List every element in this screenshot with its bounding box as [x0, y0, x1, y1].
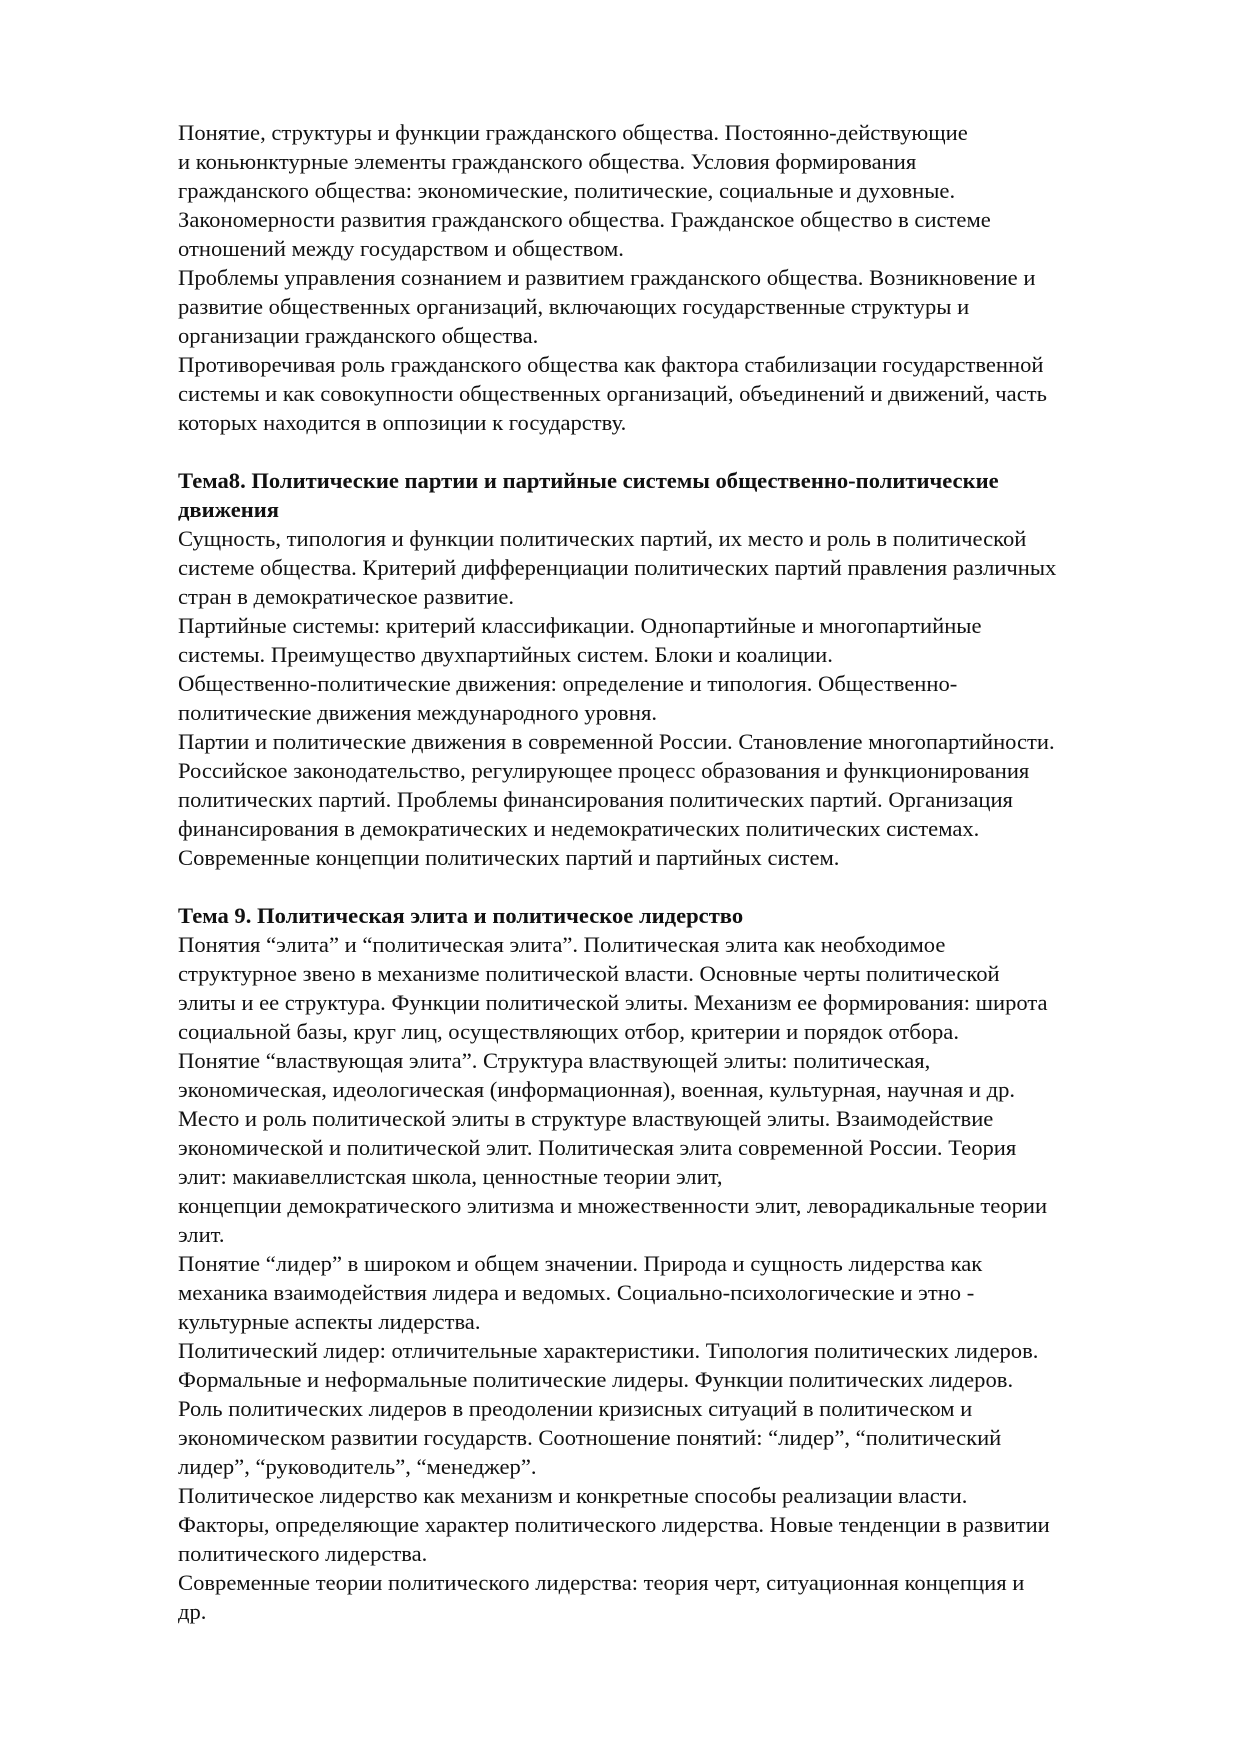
paragraph-gap — [178, 437, 1168, 466]
body-line: лидер”, “руководитель”, “менеджер”. — [178, 1454, 537, 1479]
body-line: Формальные и неформальные политические лидеры. Функции политических лидеров. — [178, 1367, 1014, 1392]
body-line: концепции демократического элитизма и множественности элит, леворадикальные теории — [178, 1193, 1048, 1218]
body-line: Место и роль политической элиты в структуре властвующей элиты. Взаимодействие — [178, 1106, 994, 1131]
body-line: системы. Преимущество двухпартийных систем. Блоки и коалиции. — [178, 642, 833, 667]
body-line: Закономерности развития гражданского общества. Гражданское общество в системе — [178, 207, 991, 232]
body-line: отношений между государством и обществом. — [178, 236, 624, 261]
body-line: структурное звено в механизме политической власти. Основные черты политической — [178, 961, 1000, 986]
body-line: Понятие “властвующая элита”. Структура властвующей элиты: политическая, — [178, 1048, 931, 1073]
body-line: Проблемы управления сознанием и развитием гражданского общества. Возникновение и — [178, 265, 1036, 290]
body-line: экономической и политической элит. Политическая элита современной России. Теория — [178, 1135, 1017, 1160]
body-line: элит: макиавеллистская школа, ценностные теории элит, — [178, 1164, 723, 1189]
body-line: Политическое лидерство как механизм и конкретные способы реализации власти. — [178, 1483, 968, 1508]
topic-8-section — [178, 466, 1168, 872]
body-line: Факторы, определяющие характер политического лидерства. Новые тенденции в развитии — [178, 1512, 1050, 1537]
body-line: развитие общественных организаций, включающих государственные структуры и — [178, 294, 970, 319]
body-line: Понятие “лидер” в широком и общем значении. Природа и сущность лидерства как — [178, 1251, 983, 1276]
paragraph-gap — [178, 872, 1168, 901]
body-line: Роль политических лидеров в преодолении кризисных ситуаций в политическом и — [178, 1396, 973, 1421]
body-line: организации гражданского общества. — [178, 323, 539, 348]
body-line: политического лидерства. — [178, 1541, 428, 1566]
body-line: Российское законодательство, регулирующее процесс образования и функционирования — [178, 758, 1030, 783]
body-line: системы и как совокупности общественных организаций, объединений и движений, часть — [178, 381, 1047, 406]
body-line: и коньюнктурные элементы гражданского общества. Условия формирования — [178, 149, 917, 174]
body-line: Современные концепции политических партий и партийных систем. — [178, 845, 840, 870]
body-line: Партии и политические движения в современной России. Становление многопартийности. — [178, 729, 1055, 754]
body-line: Понятие, структуры и функции гражданского общества. Постоянно-действующие — [178, 120, 968, 145]
body-line: Сущность, типология и функции политических партий, их место и роль в политической — [178, 526, 1027, 551]
body-line: системе общества. Критерий дифференциации политических партий правления различных — [178, 555, 1057, 580]
body-line: Понятия “элита” и “политическая элита”. Политическая элита как необходимое — [178, 932, 946, 957]
body-line: финансирования в демократических и недемократических политических системах. — [178, 816, 980, 841]
body-line: механика взаимодействия лидера и ведомых. Социально-психологические и этно - — [178, 1280, 975, 1305]
body-line: Партийные системы: критерий классификации. Однопартийные и многопартийные — [178, 613, 982, 638]
body-line: Противоречивая роль гражданского общества как фактора стабилизации государственной — [178, 352, 1044, 377]
body-line: элит. — [178, 1222, 225, 1247]
body-line: политические движения международного уровня. — [178, 700, 657, 725]
body-line: др. — [178, 1599, 207, 1624]
topic-8-title-cont: движения — [178, 497, 280, 522]
body-line: Общественно-политические движения: определение и типология. Общественно- — [178, 671, 958, 696]
body-line: Современные теории политического лидерства: теория черт, ситуационная концепция и — [178, 1570, 1025, 1595]
topic-9-section — [178, 901, 1168, 1626]
body-line: социальной базы, круг лиц, осуществляющих отбор, критерии и порядок отбора. — [178, 1019, 959, 1044]
document-page — [178, 118, 1168, 1626]
intro-section — [178, 118, 1168, 437]
body-line: Политический лидер: отличительные характеристики. Типология политических лидеров. — [178, 1338, 1039, 1363]
body-line: которых находится в оппозиции к государству. — [178, 410, 627, 435]
body-line: элиты и ее структура. Функции политической элиты. Механизм ее формирования: широта — [178, 990, 1048, 1015]
body-line: экономическая, идеологическая (информационная), военная, культурная, научная и др. — [178, 1077, 1016, 1102]
topic-8-title: Тема8. Политические партии и партийные системы общественно-политические — [178, 468, 999, 493]
topic-9-title: Тема 9. Политическая элита и политическое лидерство — [178, 903, 744, 928]
body-line: культурные аспекты лидерства. — [178, 1309, 481, 1334]
body-line: гражданского общества: экономические, политические, социальные и духовные. — [178, 178, 956, 203]
body-line: экономическом развитии государств. Соотношение понятий: “лидер”, “политический — [178, 1425, 1002, 1450]
body-line: стран в демократическое развитие. — [178, 584, 515, 609]
body-line: политических партий. Проблемы финансирования политических партий. Организация — [178, 787, 1013, 812]
